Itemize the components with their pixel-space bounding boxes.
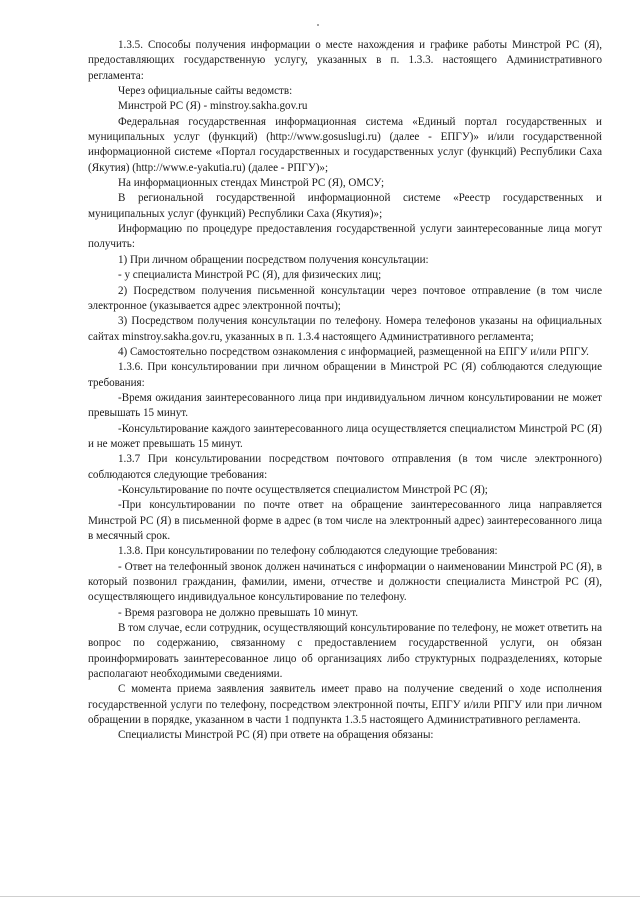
page-edge-line <box>0 896 640 897</box>
paragraph: 1.3.6. При консультировании при личном обращении в Минстрой РС (Я) соблюдаются следующие требования: <box>88 361 602 389</box>
paragraph: -Консультирование по почте осуществляется специалистом Минстрой РС (Я); <box>118 483 488 496</box>
paragraph: С момента приема заявления заявитель имеет право на получение сведений о ходе исполнения государственной услуги по телефону, посредством электронной почты, ЕПГУ и/или РПГУ или при личном обращении в порядке, указанном в части 1 подпункта 1.3.5 настоящего Административного регламента. <box>88 683 602 727</box>
paragraph: 1.3.8. При консультировании по телефону соблюдаются следующие требования: <box>118 545 498 558</box>
paragraph: 1) При личном обращении посредством получения консультации: <box>118 253 429 266</box>
scan-speck <box>317 24 319 26</box>
paragraph: 3) Посредством получения консультации по телефону. Номера телефонов указаны на официальных сайтах minstroy.sakha.gov.ru, указанных в п. 1.3.4 настоящего Административного регламента; <box>88 315 602 343</box>
paragraph: В региональной государственной информационной системе «Реестр государственных и муниципальных услуг (функций) Республики Саха (Якутия)»; <box>88 192 602 220</box>
paragraph: 1.3.7 При консультировании посредством почтового отправления (в том числе электронного) соблюдаются следующие требования: <box>88 453 602 481</box>
document-page <box>88 38 602 744</box>
paragraph: На информационных стендах Минстрой РС (Я), ОМСУ; <box>118 177 385 190</box>
paragraph: Через официальные сайты ведомств: <box>118 85 293 98</box>
paragraph: 1.3.5. Способы получения информации о месте нахождения и графике работы Минстрой РС (Я), предоставляющих государственную услугу, указанных в п. 1.3.3. настоящего Административного регламента: <box>88 39 602 82</box>
paragraph: 2) Посредством получения письменной консультации через почтовое отправление (в том числе электронное (указывается адрес электронной почты); <box>88 284 602 312</box>
paragraph: - у специалиста Минстрой РС (Я), для физических лиц; <box>118 269 382 282</box>
paragraph: Федеральная государственная информационная система «Единый портал государственных и муниципальных услуг (функций) (http://www.gosuslugi.ru) (далее - ЕПГУ)» и/или государственной информационной системе «Портал государственных и государственных услуг (функций) Республики Саха (Якутия) (http://www.e-yakutia.ru) (далее - РПГУ)»; <box>88 115 602 174</box>
paragraph: - Ответ на телефонный звонок должен начинаться с информации о наименовании Минстрой РС (Я), в который позвонил гражданин, фамилии, имени, отчестве и должности специалиста Минстрой РС (Я), осуществляющего индивидуальное консультирование по телефону. <box>88 560 602 604</box>
paragraph: -Время ожидания заинтересованного лица при индивидуальном личном консультировании не может превышать 15 минут. <box>88 391 602 420</box>
paragraph: -Консультирование каждого заинтересованного лица осуществляется специалистом Минстрой РС (Я) и не может превышать 15 минут. <box>88 422 602 450</box>
paragraph: Минстрой РС (Я) - minstroy.sakha.gov.ru <box>118 100 308 113</box>
paragraph: Специалисты Минстрой РС (Я) при ответе на обращения обязаны: <box>118 729 434 742</box>
paragraph: 4) Самостоятельно посредством ознакомления с информацией, размещенной на ЕПГУ и/или РПГУ. <box>118 345 589 358</box>
paragraph: -При консультировании по почте ответ на обращение заинтересованного лица направляется Минстрой РС (Я) в письменной форме в адрес (в том числе на электронный адрес) заинтересованного лица в месячный срок. <box>88 499 602 542</box>
paragraph: - Время разговора не должно превышать 10 минут. <box>118 606 359 619</box>
paragraph: В том случае, если сотрудник, осуществляющий консультирование по телефону, не может ответить на вопрос по содержанию, связанному с предоставлением государственной услуги, он обязан проинформировать заинтересованное лицо об организациях либо структурных подразделениях, которые располагают необходимыми сведениями. <box>88 622 602 681</box>
paragraph: Информацию по процедуре предоставления государственной услуги заинтересованные лица могут получить: <box>88 223 602 251</box>
